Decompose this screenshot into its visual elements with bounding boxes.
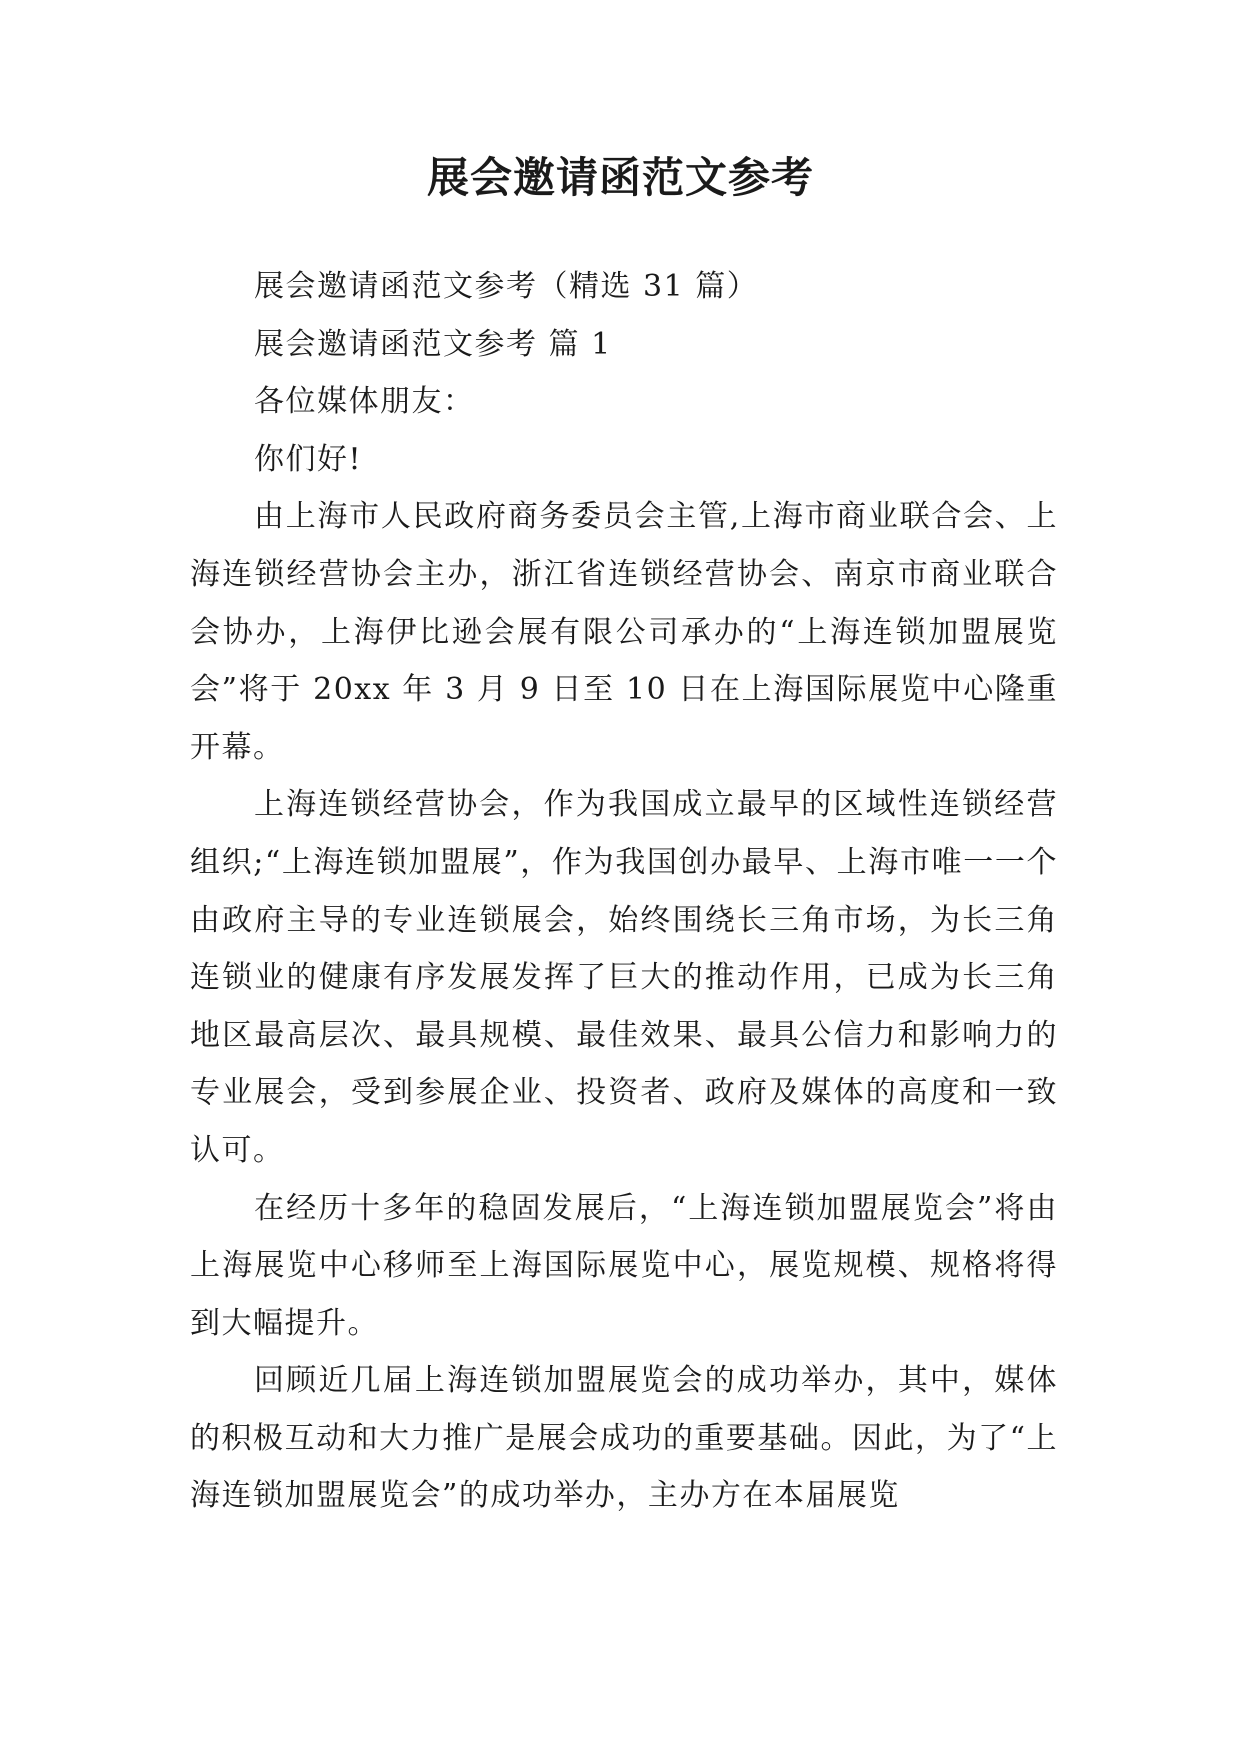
body-paragraph: 回顾近几届上海连锁加盟展览会的成功举办，其中，媒体的积极互动和大力推广是展会成功的重要基础。因此，为了“上海连锁加盟展览会”的成功举办，主办方在本届展览 [190, 1363, 1058, 1514]
document-title: 展会邀请函范文参考 [426, 153, 814, 202]
salutation: 各位媒体朋友： [254, 384, 475, 420]
greeting: 你们好! [254, 441, 363, 477]
subtitle-paragraph: 展会邀请函范文参考（精选 31 篇） [254, 269, 759, 304]
body-paragraph: 由上海市人民政府商务委员会主管,上海市商业联合会、上海连锁经营协会主办，浙江省连锁经营协会、南京市商业联合会协办，上海伊比逊会展有限公司承办的“上海连锁加盟展览会”将于 20xx 年 3 月 9 日至 10 日在上海国际展览中心隆重开幕。 [190, 499, 1058, 765]
section-heading: 展会邀请函范文参考 篇 1 [254, 326, 612, 362]
body-paragraph: 上海连锁经营协会，作为我国成立最早的区域性连锁经营组织;“上海连锁加盟展”，作为我国创办最早、上海市唯一一个由政府主导的专业连锁展会，始终围绕长三角市场，为长三角连锁业的健康有序发展发挥了巨大的推动作用，已成为长三角地区最高层次、最具规模、最佳效果、最具公信力和影响力的专业展会，受到参展企业、投资者、政府及媒体的高度和一致认可。 [190, 787, 1058, 1168]
document-body [190, 258, 1058, 1525]
body-paragraph: 在经历十多年的稳固发展后，“上海连锁加盟展览会”将由上海展览中心移师至上海国际展览中心，展览规模、规格将得到大幅提升。 [190, 1190, 1058, 1341]
